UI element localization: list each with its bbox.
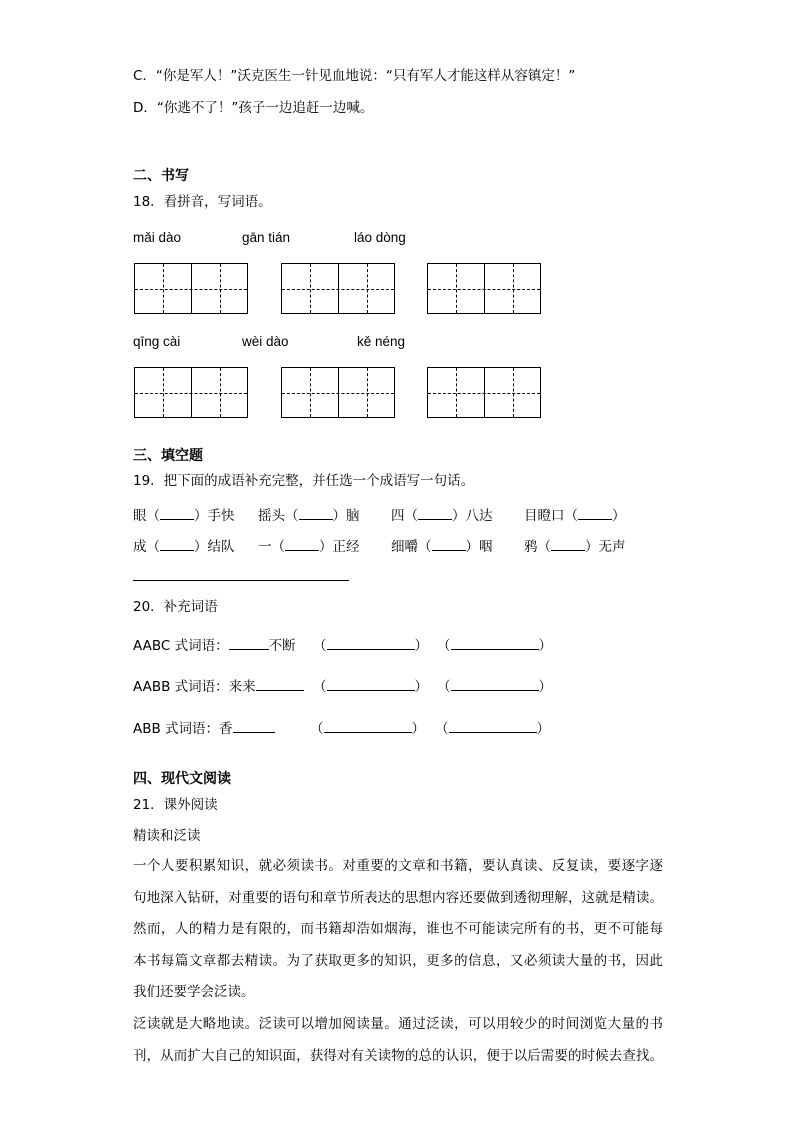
writing-grid[interactable]	[134, 367, 248, 418]
writing-grid[interactable]	[134, 263, 248, 314]
paragraph-1	[133, 851, 663, 1009]
pinyin-5: wèi dào	[242, 334, 289, 349]
idiom-item: 目瞪口（ ）	[524, 504, 626, 524]
idiom-blank[interactable]	[299, 504, 333, 520]
aabc-answer-1: （ ）	[313, 634, 428, 654]
idiom-blank[interactable]	[285, 535, 319, 551]
idiom-item: 一（ ）正经	[258, 535, 360, 555]
paragraph-2	[133, 1009, 663, 1072]
aabc-answer-2: （ ）	[437, 634, 552, 654]
aabc-blank[interactable]	[229, 634, 269, 650]
idiom-item: 摇头（ ）脑	[258, 504, 360, 524]
writing-grid[interactable]	[427, 367, 541, 418]
idiom-item: 鸦（ ）无声	[524, 535, 626, 555]
section-4-title: 四、现代文阅读	[133, 771, 231, 787]
idiom-blank[interactable]	[432, 535, 466, 551]
paragraph-line: 一个人要积累知识，就必须读书。对重要的文章和书籍，要认真读、反复读，要逐字逐	[133, 858, 663, 874]
answer-blank[interactable]	[327, 634, 415, 650]
pinyin-6: kě néng	[357, 334, 406, 349]
question-19: 19．把下面的成语补充完整，并任选一个成语写一句话。	[133, 473, 475, 489]
aabb-row: AABB 式词语：来来	[133, 675, 304, 695]
idiom-item: 细嚼（ ）咽	[391, 535, 493, 555]
answer-blank[interactable]	[324, 717, 412, 733]
idiom-item: 眼（ ）手快	[133, 504, 235, 524]
paragraph-line: 本书每篇文章都去精读。为了获取更多的知识，更多的信息，又必须读大量的书，因此	[133, 952, 663, 969]
aabb-answer-2: （ ）	[437, 675, 552, 695]
idiom-blank[interactable]	[578, 504, 612, 520]
pinyin-4: qīng cài	[133, 334, 181, 349]
pinyin-1: mǎi dào	[133, 230, 182, 245]
aabb-blank[interactable]	[256, 675, 304, 691]
idiom-blank[interactable]	[418, 504, 452, 520]
writing-grid[interactable]	[427, 263, 541, 314]
answer-blank[interactable]	[449, 717, 537, 733]
question-21: 21．课外阅读	[133, 797, 218, 813]
abb-answer-2: （ ）	[435, 717, 550, 737]
option-c: C．“你是军人！”沃克医生一针见血地说：“只有军人才能这样从容镇定！”	[133, 68, 576, 84]
writing-grid[interactable]	[281, 263, 395, 314]
paragraph-line: 我们还要学会泛读。	[133, 984, 255, 1000]
answer-blank[interactable]	[451, 675, 539, 691]
paragraph-line: 然而，人的精力是有限的，而书籍却浩如烟海，谁也不可能读完所有的书，更不可能每	[133, 921, 663, 937]
option-d: D．“你逃不了！”孩子一边追赶一边喊。	[133, 100, 374, 116]
section-3-title: 三、填空题	[133, 448, 203, 464]
answer-blank[interactable]	[327, 675, 415, 691]
abb-answer-1: （ ）	[310, 717, 425, 737]
abb-blank[interactable]	[233, 717, 275, 733]
idiom-blank[interactable]	[160, 535, 194, 551]
pinyin-3: láo dòng	[354, 230, 406, 245]
idiom-blank[interactable]	[160, 504, 194, 520]
question-18: 18．看拼音，写词语。	[133, 194, 272, 210]
paragraph-line: 句地深入钻研，对重要的语句和章节所表达的思想内容还要做到透彻理解，这就是精读。	[133, 889, 663, 906]
section-2-title: 二、书写	[133, 168, 189, 184]
sentence-answer-line[interactable]	[133, 580, 349, 581]
aabc-row: AABC 式词语： 不断	[133, 634, 296, 654]
paragraph-line: 泛读就是大略地读。泛读可以增加阅读量。通过泛读，可以用较少的时间浏览大量的书	[133, 1016, 663, 1032]
idiom-item: 成（ ）结队	[133, 535, 235, 555]
aabb-answer-1: （ ）	[313, 675, 428, 695]
idiom-item: 四（ ）八达	[391, 504, 493, 524]
answer-blank[interactable]	[451, 634, 539, 650]
question-20: 20．补充词语	[133, 599, 218, 615]
pinyin-2: gān tián	[242, 230, 291, 245]
article-title: 精读和泛读	[133, 828, 201, 844]
abb-row: ABB 式词语：香	[133, 717, 275, 737]
writing-grid[interactable]	[281, 367, 395, 418]
paragraph-line: 刊，从而扩大自己的知识面，获得对有关读物的总的认识，便于以后需要的时候去查找。	[133, 1047, 663, 1064]
idiom-blank[interactable]	[551, 535, 585, 551]
